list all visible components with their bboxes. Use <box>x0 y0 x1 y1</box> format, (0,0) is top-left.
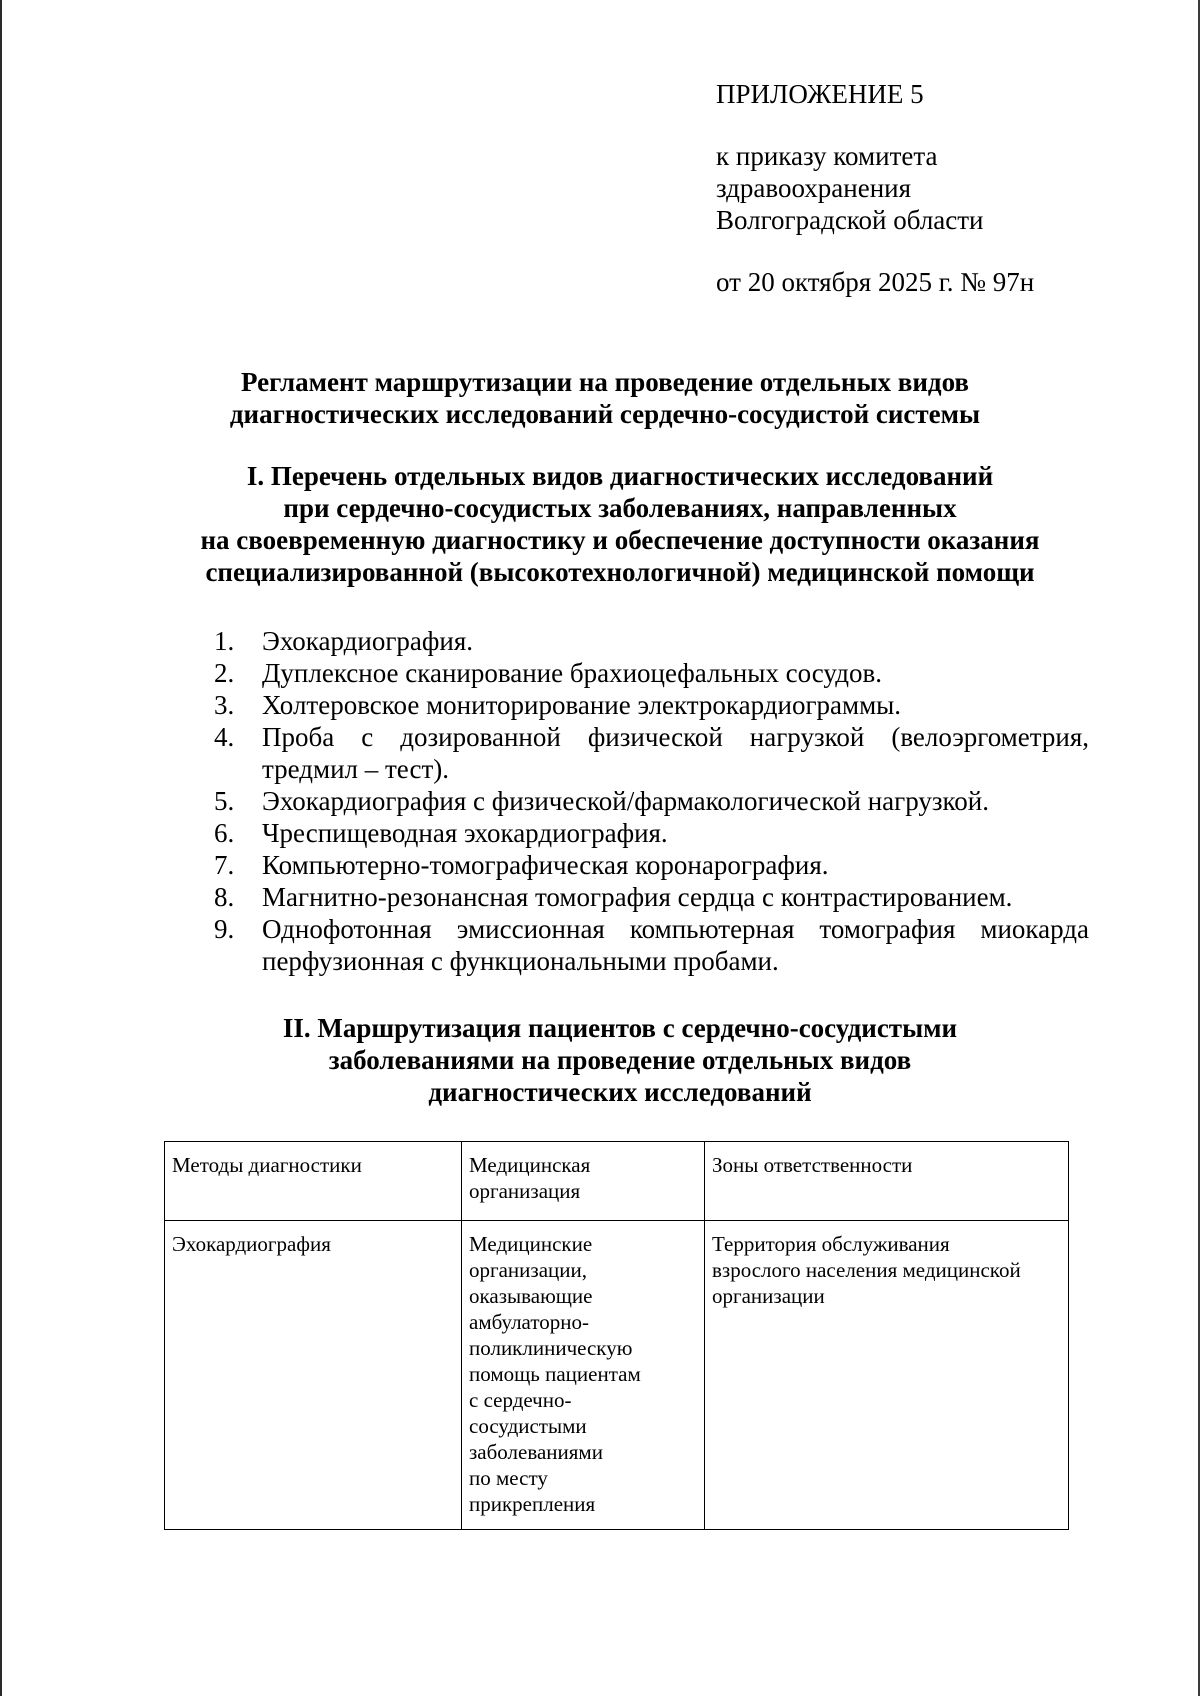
cell-method: Эхокардиография <box>172 1232 331 1256</box>
section-1-heading-line-4: специализированной (высокотехнологичной) медицинской помощи <box>205 557 1035 587</box>
section-1-heading-line-3: на своевременную диагностику и обеспечение доступности оказания <box>200 525 1040 555</box>
list-item-number: 5. <box>214 786 235 816</box>
section-1-heading-line-2: при сердечно-сосудистых заболеваниях, направленных <box>283 493 957 523</box>
list-item-number: 3. <box>214 690 235 720</box>
list-item <box>214 657 1089 689</box>
annex-date: от 20 октября 2025 г. № 97н <box>716 267 1035 297</box>
table-header-row <box>165 1142 1069 1221</box>
list-item-text: Компьютерно-томографическая коронарография. <box>262 850 829 880</box>
document-title-line-1: Регламент маршрутизации на проведение отдельных видов <box>241 367 969 397</box>
table-cell <box>462 1221 705 1530</box>
list-item-number: 7. <box>214 850 235 880</box>
header-responsibility-zones: Зоны ответственности <box>712 1153 913 1177</box>
table-header-cell <box>165 1142 462 1221</box>
annex-order-line-3: Волгоградской области <box>716 205 984 235</box>
list-item-number: 8. <box>214 882 235 912</box>
header-organization: Медицинская организация <box>469 1153 591 1203</box>
section-2-heading <box>150 1012 1090 1108</box>
list-item <box>214 913 1089 977</box>
list-item <box>214 881 1089 913</box>
annex-header <box>716 78 1034 298</box>
cell-responsibility-zone: Территория обслуживания взрослого населения медицинской организации <box>712 1232 1021 1308</box>
annex-title: ПРИЛОЖЕНИЕ 5 <box>716 79 924 109</box>
list-item <box>214 817 1089 849</box>
list-item-text: Однофотонная эмиссионная компьютерная томография миокарда перфузионная с функциональными пробами. <box>262 914 1089 976</box>
table-row <box>165 1221 1069 1530</box>
page-left-edge <box>0 0 2 1696</box>
list-item <box>214 689 1089 721</box>
list-item-text: Эхокардиография. <box>262 626 473 656</box>
list-item-text: Холтеровское мониторирование электрокардиограммы. <box>262 690 902 720</box>
document-title <box>180 366 1030 430</box>
section-1-heading-line-1: I. Перечень отдельных видов диагностических исследований <box>246 461 994 491</box>
list-item-text: Чреспищеводная эхокардиография. <box>262 818 668 848</box>
document-title-line-2: диагностических исследований сердечно-сосудистой системы <box>229 399 981 429</box>
routing-table <box>164 1141 1069 1530</box>
annex-order-line-1: к приказу комитета <box>716 141 938 171</box>
list-item <box>214 785 1089 817</box>
table-header-cell <box>705 1142 1069 1221</box>
cell-organization: Медицинские организации, оказывающие амбулаторно- поликлиническую помощь пациентам с сердечно- сосудистыми заболеваниями по месту прикрепления <box>469 1232 641 1516</box>
diagnostics-list <box>214 625 1089 977</box>
list-item-text: Магнитно-резонансная томография сердца с контрастированием. <box>262 882 1013 912</box>
table-cell <box>165 1221 462 1530</box>
list-item-number: 9. <box>214 914 235 944</box>
section-2-heading-line-2: заболеваниями на проведение отдельных видов <box>328 1045 912 1075</box>
annex-order-line-2: здравоохранения <box>716 173 912 203</box>
section-2-heading-line-3: диагностических исследований <box>428 1077 812 1107</box>
list-item-text: Проба с дозированной физической нагрузкой (велоэргометрия, тредмил – тест). <box>262 722 1089 784</box>
list-item-text: Эхокардиография с физической/фармакологической нагрузкой. <box>262 786 989 816</box>
list-item-number: 2. <box>214 658 235 688</box>
list-item-number: 1. <box>214 626 235 656</box>
list-item-text: Дуплексное сканирование брахиоцефальных сосудов. <box>262 658 882 688</box>
list-item-number: 4. <box>214 722 235 752</box>
table-header-cell <box>462 1142 705 1221</box>
header-methods: Методы диагностики <box>172 1153 362 1177</box>
list-item <box>214 849 1089 881</box>
list-item <box>214 625 1089 657</box>
list-item <box>214 721 1089 785</box>
list-item-number: 6. <box>214 818 235 848</box>
section-2-heading-line-1: II. Маршрутизация пациентов с сердечно-сосудистыми <box>282 1013 958 1043</box>
table-cell <box>705 1221 1069 1530</box>
section-1-heading <box>150 460 1090 588</box>
